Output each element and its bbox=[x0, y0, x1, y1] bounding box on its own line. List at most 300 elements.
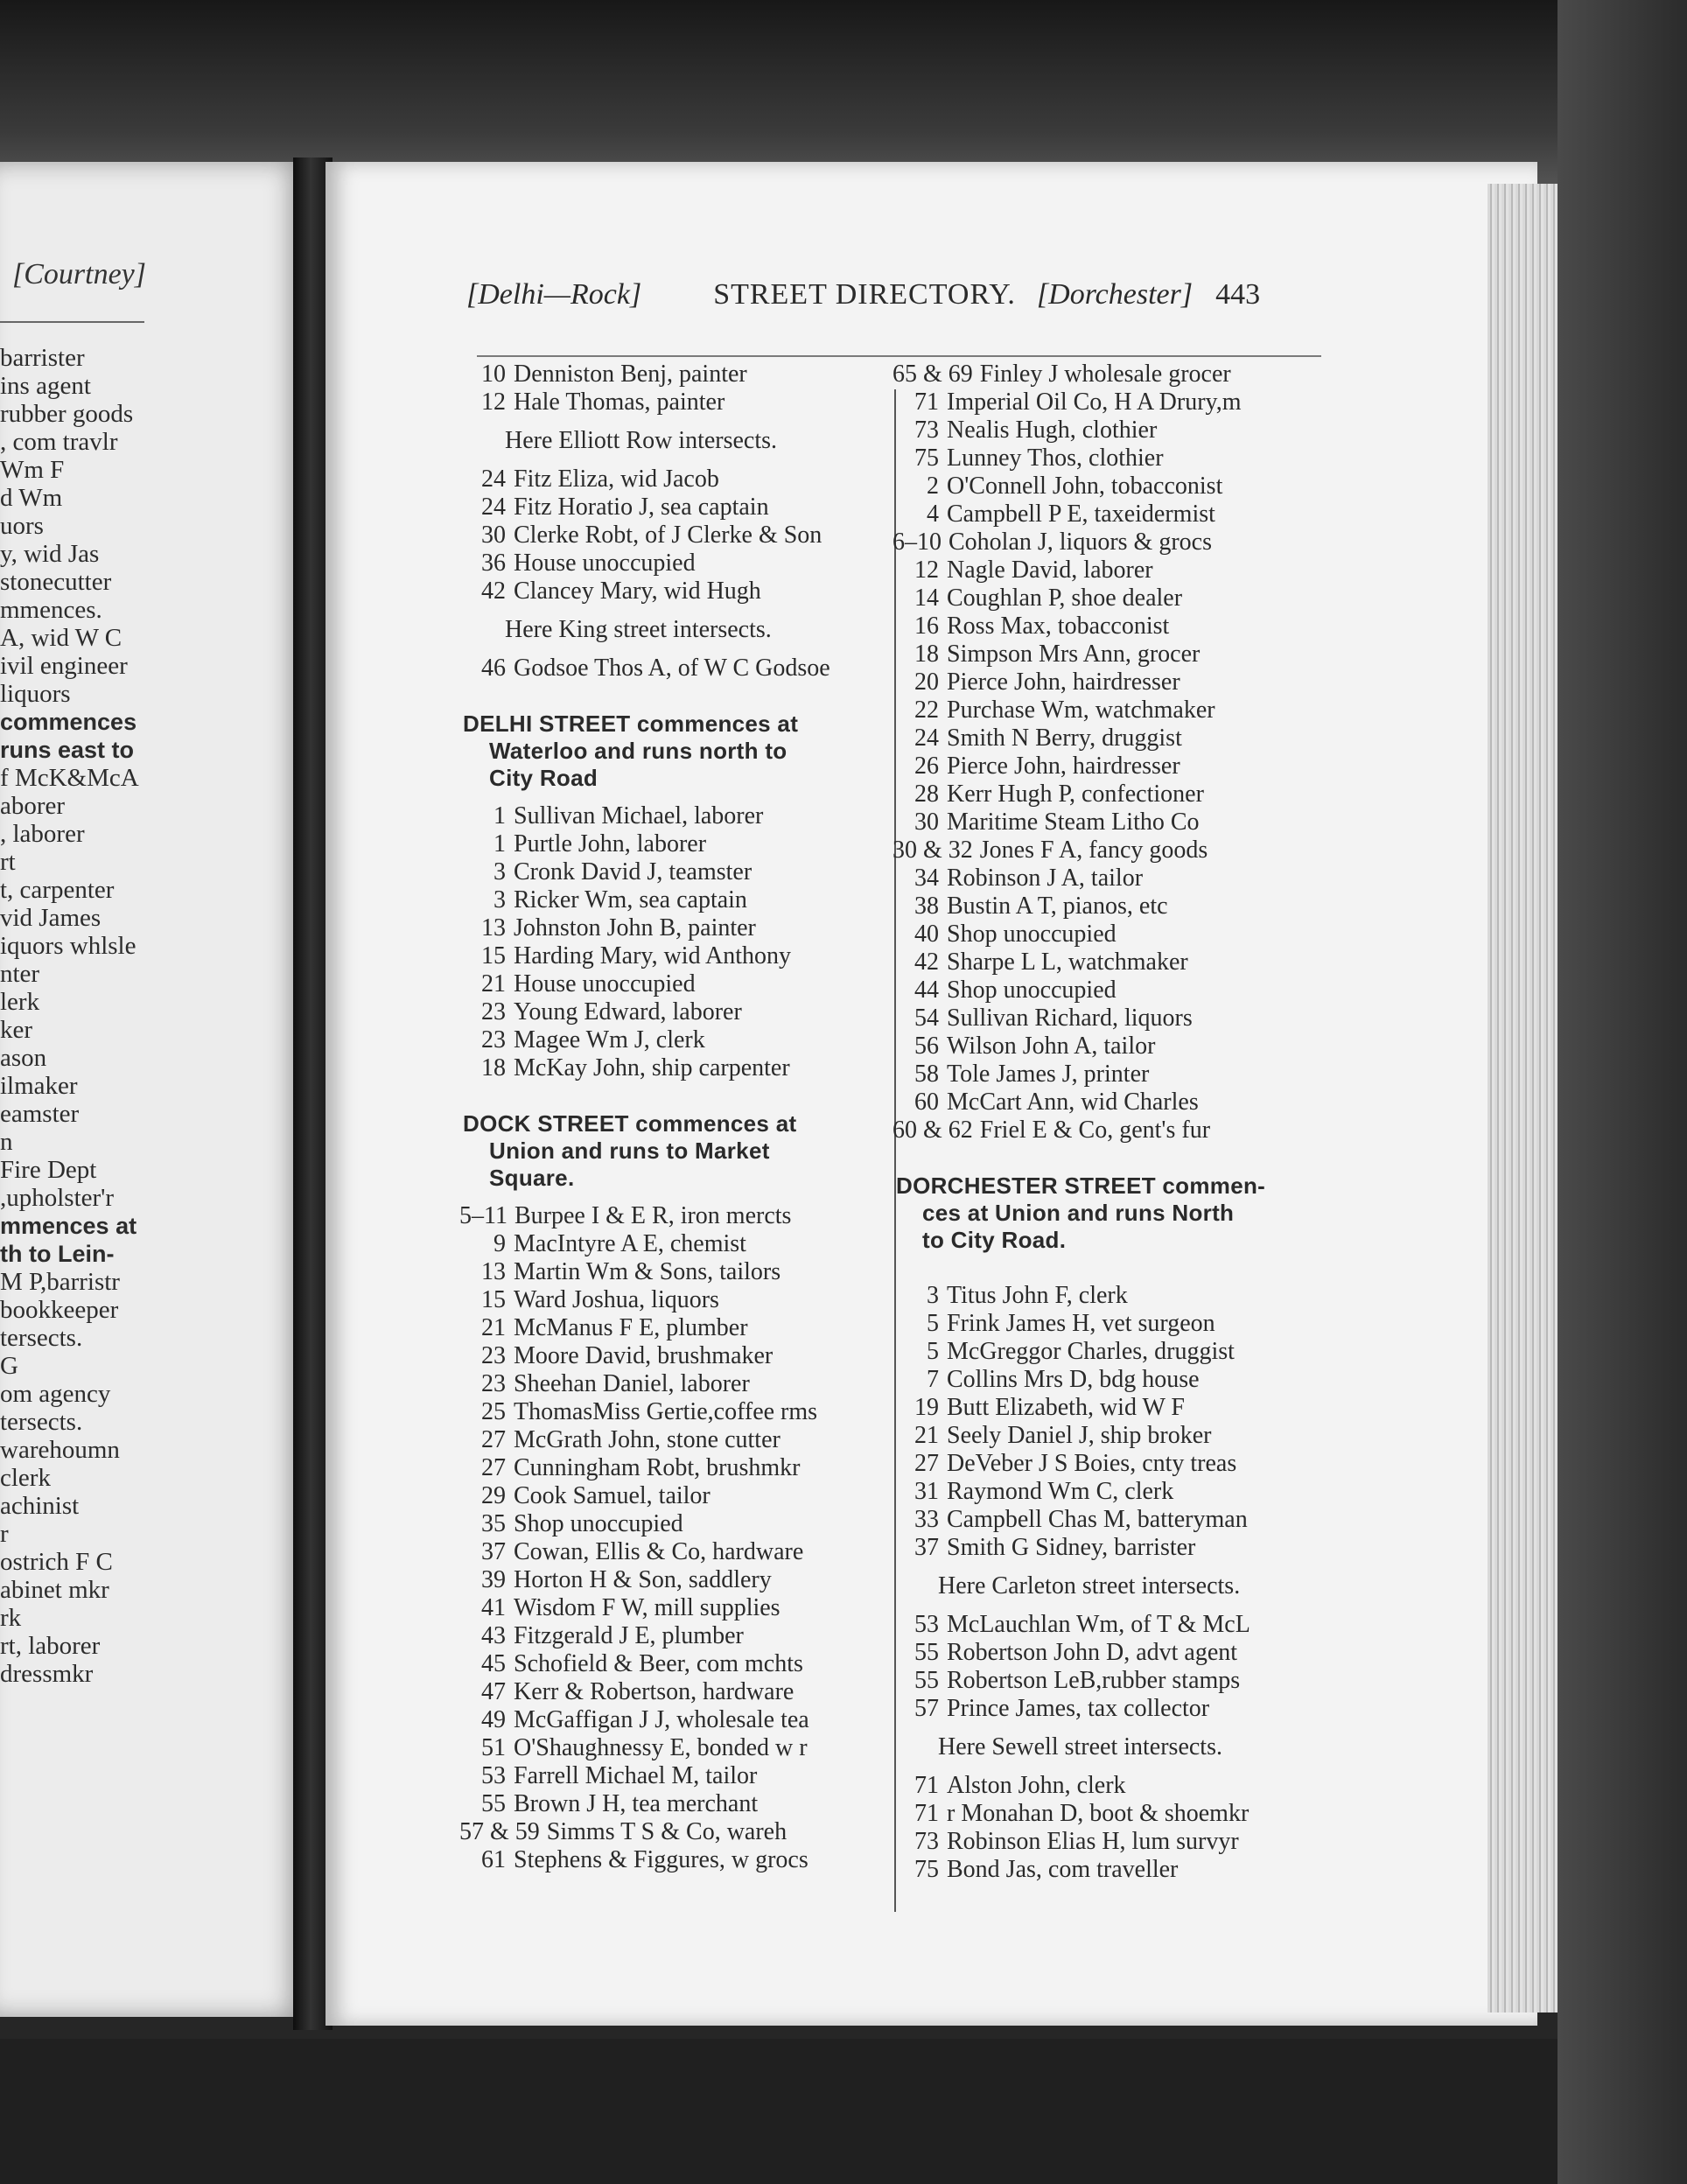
fragment-line: tersects. bbox=[0, 1408, 83, 1436]
directory-entry bbox=[892, 1450, 1330, 1478]
house-number: 51 bbox=[481, 1734, 506, 1761]
fragment-line: achinist bbox=[0, 1492, 80, 1520]
directory-entry bbox=[892, 1282, 1330, 1310]
spacer bbox=[892, 1562, 1330, 1572]
directory-entry bbox=[459, 1566, 892, 1594]
resident-name: Brown J H, tea merchant bbox=[514, 1790, 759, 1817]
resident-name: McGreggor Charles, druggist bbox=[947, 1338, 1235, 1365]
spacer bbox=[459, 1192, 892, 1202]
directory-entry bbox=[892, 1478, 1330, 1506]
directory-entry bbox=[459, 1054, 892, 1082]
directory-entry bbox=[459, 1734, 892, 1762]
directory-entry bbox=[892, 556, 1330, 584]
resident-name: Simms T S & Co, wareh bbox=[546, 1818, 788, 1845]
resident-name: Horton H & Son, saddlery bbox=[514, 1566, 772, 1593]
house-number: 46 bbox=[481, 654, 506, 682]
running-head-street: [Dorchester] bbox=[1036, 278, 1194, 311]
street-heading bbox=[459, 710, 892, 792]
directory-entry bbox=[892, 1310, 1330, 1338]
house-number: 12 bbox=[481, 388, 506, 416]
house-number: 71 bbox=[914, 1772, 939, 1799]
resident-name: Stephens & Figgures, w grocs bbox=[514, 1846, 808, 1873]
directory-entry bbox=[459, 970, 892, 998]
fragment-line: rt, laborer bbox=[0, 1632, 101, 1660]
resident-name: Shop unoccupied bbox=[947, 976, 1116, 1004]
fragment-line: dressmkr bbox=[0, 1660, 94, 1688]
house-number: 58 bbox=[914, 1060, 939, 1088]
fragment-line: nter bbox=[0, 960, 40, 988]
house-number: 25 bbox=[481, 1398, 506, 1425]
directory-entry bbox=[459, 1026, 892, 1054]
resident-name: Purchase Wm, watchmaker bbox=[947, 696, 1215, 724]
fragment-line: mmences at bbox=[0, 1213, 137, 1239]
directory-entry bbox=[892, 528, 1330, 556]
house-number: 45 bbox=[481, 1650, 506, 1677]
house-number: 27 bbox=[481, 1426, 506, 1453]
directory-entry bbox=[892, 1611, 1330, 1639]
spacer bbox=[459, 682, 892, 710]
fragment-line: t, carpenter bbox=[0, 876, 115, 904]
fragment-line: , laborer bbox=[0, 820, 85, 848]
house-number: 3 bbox=[494, 858, 506, 886]
resident-name: Bustin A T, pianos, etc bbox=[947, 892, 1168, 920]
previous-page-rule bbox=[0, 321, 144, 323]
fragment-line: d Wm bbox=[0, 484, 63, 512]
fragment-line: lerk bbox=[0, 988, 40, 1016]
fragment-line: ker bbox=[0, 1016, 33, 1044]
right-column bbox=[892, 360, 1330, 1884]
house-number: 57 bbox=[914, 1695, 939, 1722]
house-number: 60 bbox=[914, 1088, 939, 1116]
house-number: 28 bbox=[914, 780, 939, 808]
house-number: 42 bbox=[914, 948, 939, 976]
spacer bbox=[459, 1082, 892, 1110]
house-number: 26 bbox=[914, 752, 939, 780]
house-number: 7 bbox=[927, 1366, 939, 1393]
spacer bbox=[892, 1254, 1330, 1282]
street-heading-line: DELHI STREET commences at bbox=[463, 710, 799, 737]
resident-name: Robertson John D, advt agent bbox=[947, 1639, 1238, 1666]
resident-name: Kerr & Robertson, hardware bbox=[514, 1678, 794, 1705]
street-heading-line: to City Road. bbox=[922, 1227, 1067, 1253]
fragment-line: th to Lein- bbox=[0, 1241, 115, 1267]
resident-name: Collins Mrs D, bdg house bbox=[947, 1366, 1200, 1393]
fragment-line: commences bbox=[0, 709, 137, 735]
directory-entry bbox=[459, 654, 892, 682]
house-number: 38 bbox=[914, 892, 939, 920]
house-number: 5 bbox=[927, 1310, 939, 1337]
house-number: 27 bbox=[481, 1454, 506, 1481]
directory-entry bbox=[892, 752, 1330, 780]
house-number: 23 bbox=[481, 1026, 506, 1054]
house-number: 34 bbox=[914, 864, 939, 892]
house-number: 41 bbox=[481, 1594, 506, 1621]
resident-name: Raymond Wm C, clerk bbox=[947, 1478, 1174, 1505]
house-number: 75 bbox=[914, 444, 939, 472]
running-head-range: [Delhi—Rock] bbox=[466, 278, 642, 311]
house-number: 53 bbox=[914, 1611, 939, 1638]
street-heading bbox=[459, 1110, 892, 1192]
house-number: 47 bbox=[481, 1678, 506, 1705]
street-heading-line: ces at Union and runs North bbox=[922, 1200, 1235, 1226]
directory-entry bbox=[459, 466, 892, 494]
directory-entry bbox=[892, 976, 1330, 1004]
fragment-line: bookkeeper bbox=[0, 1296, 119, 1324]
resident-name: r Monahan D, boot & shoemkr bbox=[947, 1800, 1250, 1827]
spacer bbox=[459, 606, 892, 616]
spacer bbox=[459, 644, 892, 654]
resident-name: Young Edward, laborer bbox=[514, 998, 742, 1026]
resident-name: House unoccupied bbox=[514, 970, 696, 998]
house-number: 13 bbox=[481, 1258, 506, 1285]
directory-entry bbox=[892, 1422, 1330, 1450]
directory-entry bbox=[892, 1639, 1330, 1667]
directory-entry bbox=[892, 388, 1330, 416]
directory-entry bbox=[892, 1116, 1330, 1144]
fragment-line: ,upholster'r bbox=[0, 1184, 115, 1212]
directory-entry bbox=[892, 780, 1330, 808]
house-number: 10 bbox=[481, 360, 506, 388]
resident-name: Sheehan Daniel, laborer bbox=[514, 1370, 750, 1397]
background-bottom bbox=[0, 2039, 1687, 2184]
resident-name: Schofield & Beer, com mchts bbox=[514, 1650, 803, 1677]
house-number: 24 bbox=[481, 494, 506, 521]
directory-entry bbox=[892, 1060, 1330, 1088]
resident-name: McGaffigan J J, wholesale tea bbox=[514, 1706, 809, 1733]
house-number: 24 bbox=[481, 466, 506, 493]
house-number: 29 bbox=[481, 1482, 506, 1509]
directory-entry bbox=[892, 864, 1330, 892]
resident-name: House unoccupied bbox=[514, 550, 696, 577]
resident-name: Purtle John, laborer bbox=[514, 830, 707, 858]
house-number: 53 bbox=[481, 1762, 506, 1789]
directory-entry bbox=[459, 1202, 892, 1230]
directory-entry bbox=[459, 1370, 892, 1398]
resident-name: Ricker Wm, sea captain bbox=[514, 886, 747, 914]
resident-name: Wilson John A, tailor bbox=[947, 1032, 1156, 1060]
street-heading-line: Square. bbox=[489, 1165, 575, 1191]
fragment-line: Wm F bbox=[0, 456, 65, 484]
directory-entry bbox=[459, 1678, 892, 1706]
resident-name: O'Connell John, tobacconist bbox=[947, 472, 1223, 500]
fragment-line: rk bbox=[0, 1604, 22, 1632]
resident-name: Robinson Elias H, lum survyr bbox=[947, 1828, 1239, 1855]
fragment-line: vid James bbox=[0, 904, 102, 932]
fragment-line: G bbox=[0, 1352, 18, 1380]
house-number: 57 & 59 bbox=[459, 1818, 540, 1845]
resident-name: Coholan J, liquors & grocs bbox=[948, 528, 1212, 556]
house-number: 30 & 32 bbox=[892, 836, 973, 864]
fragment-line: ason bbox=[0, 1044, 47, 1072]
directory-entry bbox=[459, 1510, 892, 1538]
resident-name: Simpson Mrs Ann, grocer bbox=[947, 640, 1200, 668]
directory-entry bbox=[892, 472, 1330, 500]
house-number: 55 bbox=[914, 1667, 939, 1694]
directory-entry bbox=[892, 1828, 1330, 1856]
fragment-line: A, wid W C bbox=[0, 624, 122, 652]
resident-name: Godsoe Thos A, of W C Godsoe bbox=[514, 654, 830, 682]
previous-page-lines bbox=[0, 344, 139, 1688]
house-number: 61 bbox=[481, 1846, 506, 1873]
resident-name: McGrath John, stone cutter bbox=[514, 1426, 780, 1453]
directory-entry bbox=[892, 724, 1330, 752]
resident-name: Burpee I & E R, iron mercts bbox=[514, 1202, 792, 1229]
resident-name: McLauchlan Wm, of T & McL bbox=[947, 1611, 1250, 1638]
fragment-line: om agency bbox=[0, 1380, 111, 1408]
resident-name: DeVeber J S Boies, cnty treas bbox=[947, 1450, 1237, 1477]
house-number: 6–10 bbox=[892, 528, 942, 556]
directory-entry bbox=[459, 830, 892, 858]
house-number: 54 bbox=[914, 1004, 939, 1032]
fragment-line: f McK&McA bbox=[0, 764, 139, 792]
intersection-note: Here Elliott Row intersects. bbox=[505, 427, 778, 454]
directory-entry bbox=[892, 808, 1330, 836]
resident-name: Pierce John, hairdresser bbox=[947, 752, 1180, 780]
directory-entry bbox=[892, 920, 1330, 948]
house-number: 33 bbox=[914, 1506, 939, 1533]
directory-entry bbox=[892, 948, 1330, 976]
previous-page-header: [Courtney] bbox=[12, 258, 146, 290]
house-number: 36 bbox=[481, 550, 506, 577]
resident-name: Alston John, clerk bbox=[947, 1772, 1126, 1799]
house-number: 2 bbox=[927, 472, 939, 500]
house-number: 39 bbox=[481, 1566, 506, 1593]
directory-entry bbox=[892, 1772, 1330, 1800]
fragment-line: ivil engineer bbox=[0, 652, 128, 680]
street-heading-line: City Road bbox=[489, 765, 598, 791]
fragment-line: r bbox=[0, 1520, 9, 1548]
directory-entry bbox=[459, 522, 892, 550]
fragment-line: n bbox=[0, 1128, 13, 1156]
street-heading-line: DOCK STREET commences at bbox=[463, 1110, 797, 1137]
resident-name: Prince James, tax collector bbox=[947, 1695, 1210, 1722]
directory-entry bbox=[459, 914, 892, 942]
resident-name: Smith N Berry, druggist bbox=[947, 724, 1182, 752]
street-heading-line: DORCHESTER STREET commen- bbox=[896, 1172, 1266, 1199]
resident-name: Johnston John B, painter bbox=[514, 914, 756, 942]
directory-entry bbox=[892, 1534, 1330, 1562]
resident-name: Cook Samuel, tailor bbox=[514, 1482, 710, 1509]
directory-entry bbox=[892, 1506, 1330, 1534]
resident-name: Moore David, brushmaker bbox=[514, 1342, 774, 1369]
resident-name: McCart Ann, wid Charles bbox=[947, 1088, 1199, 1116]
fragment-line: rt bbox=[0, 848, 16, 876]
house-number: 4 bbox=[927, 500, 939, 528]
house-number: 56 bbox=[914, 1032, 939, 1060]
fragment-line: , com travlr bbox=[0, 428, 118, 456]
house-number: 24 bbox=[914, 724, 939, 752]
house-number: 55 bbox=[914, 1639, 939, 1666]
resident-name: ThomasMiss Gertie,coffee rms bbox=[514, 1398, 818, 1425]
resident-name: Shop unoccupied bbox=[514, 1510, 683, 1537]
house-number: 18 bbox=[481, 1054, 506, 1082]
fragment-line: liquors bbox=[0, 680, 71, 708]
directory-entry bbox=[459, 1454, 892, 1482]
resident-name: Clerke Robt, of J Clerke & Son bbox=[514, 522, 822, 549]
directory-entry bbox=[459, 1762, 892, 1790]
fragment-line: runs east to bbox=[0, 737, 135, 763]
directory-entry bbox=[892, 640, 1330, 668]
directory-entry bbox=[459, 1398, 892, 1426]
resident-name: MacIntyre A E, chemist bbox=[514, 1230, 746, 1257]
resident-name: Lunney Thos, clothier bbox=[947, 444, 1164, 472]
directory-entry bbox=[892, 584, 1330, 612]
fragment-line: aborer bbox=[0, 792, 66, 820]
directory-entry bbox=[892, 444, 1330, 472]
running-head bbox=[466, 278, 1324, 322]
resident-name: McKay John, ship carpenter bbox=[514, 1054, 790, 1082]
directory-entry bbox=[459, 550, 892, 578]
house-number: 71 bbox=[914, 1800, 939, 1827]
resident-name: Ross Max, tobacconist bbox=[947, 612, 1170, 640]
spacer bbox=[892, 1144, 1330, 1172]
directory-entry bbox=[892, 892, 1330, 920]
house-number: 23 bbox=[481, 1370, 506, 1397]
resident-name: Sullivan Richard, liquors bbox=[947, 1004, 1193, 1032]
directory-entry bbox=[892, 696, 1330, 724]
house-number: 43 bbox=[481, 1622, 506, 1649]
page-edges bbox=[1488, 184, 1558, 2012]
resident-name: Sullivan Michael, laborer bbox=[514, 802, 764, 830]
directory-entry bbox=[892, 416, 1330, 444]
directory-entry bbox=[892, 612, 1330, 640]
resident-name: Nealis Hugh, clothier bbox=[947, 416, 1158, 444]
directory-entry bbox=[459, 1790, 892, 1818]
resident-name: Cunningham Robt, brushmkr bbox=[514, 1454, 801, 1481]
header-rule bbox=[477, 355, 1321, 357]
spacer bbox=[459, 455, 892, 466]
house-number: 60 & 62 bbox=[892, 1116, 973, 1144]
directory-entry bbox=[459, 1706, 892, 1734]
directory-entry bbox=[892, 836, 1330, 864]
directory-entry bbox=[459, 1286, 892, 1314]
directory-entry bbox=[459, 1538, 892, 1566]
directory-entry bbox=[892, 1394, 1330, 1422]
intersection-note: Here King street intersects. bbox=[505, 616, 772, 643]
fragment-line: tersects. bbox=[0, 1324, 83, 1352]
spacer bbox=[892, 1723, 1330, 1733]
directory-entry bbox=[459, 1258, 892, 1286]
background-right bbox=[1558, 0, 1687, 2184]
directory-entry bbox=[459, 494, 892, 522]
house-number: 5 bbox=[927, 1338, 939, 1365]
house-number: 27 bbox=[914, 1450, 939, 1477]
fragment-line: iquors whlsle bbox=[0, 932, 136, 960]
resident-name: Hale Thomas, painter bbox=[514, 388, 725, 416]
street-heading-line: Union and runs to Market bbox=[489, 1138, 770, 1164]
house-number: 15 bbox=[481, 942, 506, 970]
directory-entry bbox=[892, 1088, 1330, 1116]
resident-name: Magee Wm J, clerk bbox=[514, 1026, 705, 1054]
house-number: 3 bbox=[927, 1282, 939, 1309]
directory-entry bbox=[892, 1695, 1330, 1723]
directory-entry bbox=[459, 1314, 892, 1342]
house-number: 13 bbox=[481, 914, 506, 942]
house-number: 30 bbox=[914, 808, 939, 836]
house-number: 21 bbox=[914, 1422, 939, 1449]
house-number: 14 bbox=[914, 584, 939, 612]
house-number: 16 bbox=[914, 612, 939, 640]
directory-entry bbox=[892, 668, 1330, 696]
spacer bbox=[892, 1600, 1330, 1611]
directory-entry bbox=[892, 1338, 1330, 1366]
resident-name: Seely Daniel J, ship broker bbox=[947, 1422, 1212, 1449]
house-number: 19 bbox=[914, 1394, 939, 1421]
house-number: 15 bbox=[481, 1286, 506, 1313]
house-number: 55 bbox=[481, 1790, 506, 1817]
house-number: 3 bbox=[494, 886, 506, 914]
house-number: 73 bbox=[914, 1828, 939, 1855]
house-number: 12 bbox=[914, 556, 939, 584]
resident-name: Maritime Steam Litho Co bbox=[947, 808, 1200, 836]
directory-entry bbox=[459, 1846, 892, 1874]
house-number: 30 bbox=[481, 522, 506, 549]
resident-name: Coughlan P, shoe dealer bbox=[947, 584, 1183, 612]
house-number: 31 bbox=[914, 1478, 939, 1505]
resident-name: Smith G Sidney, barrister bbox=[947, 1534, 1196, 1561]
house-number: 21 bbox=[481, 970, 506, 998]
resident-name: Bond Jas, com traveller bbox=[947, 1856, 1179, 1883]
resident-name: Kerr Hugh P, confectioner bbox=[947, 780, 1204, 808]
resident-name: Wisdom F W, mill supplies bbox=[514, 1594, 780, 1621]
spacer bbox=[459, 792, 892, 802]
resident-name: Fitz Eliza, wid Jacob bbox=[514, 466, 719, 493]
resident-name: O'Shaughnessy E, bonded w r bbox=[514, 1734, 808, 1761]
directory-entry bbox=[459, 858, 892, 886]
resident-name: Tole James J, printer bbox=[947, 1060, 1150, 1088]
directory-entry bbox=[459, 578, 892, 606]
house-number: 73 bbox=[914, 416, 939, 444]
left-column bbox=[459, 360, 892, 1874]
house-number: 65 & 69 bbox=[892, 360, 973, 388]
spacer bbox=[892, 1761, 1330, 1772]
house-number: 21 bbox=[481, 1314, 506, 1341]
fragment-line: M P,barristr bbox=[0, 1268, 120, 1296]
directory-entry bbox=[892, 1366, 1330, 1394]
directory-entry bbox=[459, 1622, 892, 1650]
house-number: 9 bbox=[494, 1230, 506, 1257]
fragment-line: rubber goods bbox=[0, 400, 134, 428]
resident-name: Finley J wholesale grocer bbox=[979, 360, 1231, 388]
directory-entry bbox=[892, 360, 1330, 388]
resident-name: Sharpe L L, watchmaker bbox=[947, 948, 1188, 976]
directory-entry bbox=[459, 942, 892, 970]
fragment-line: ins agent bbox=[0, 372, 91, 400]
house-number: 35 bbox=[481, 1510, 506, 1537]
street-heading bbox=[892, 1172, 1330, 1254]
resident-name: Shop unoccupied bbox=[947, 920, 1116, 948]
resident-name: Robertson LeB,rubber stamps bbox=[947, 1667, 1241, 1694]
house-number: 42 bbox=[481, 578, 506, 605]
house-number: 40 bbox=[914, 920, 939, 948]
resident-name: Pierce John, hairdresser bbox=[947, 668, 1180, 696]
directory-entry bbox=[459, 1426, 892, 1454]
directory-entry bbox=[892, 1004, 1330, 1032]
resident-name: Cowan, Ellis & Co, hardware bbox=[514, 1538, 804, 1565]
directory-entry bbox=[459, 1230, 892, 1258]
resident-name: Campbell Chas M, batteryman bbox=[947, 1506, 1248, 1533]
resident-name: Fitzgerald J E, plumber bbox=[514, 1622, 744, 1649]
house-number: 49 bbox=[481, 1706, 506, 1733]
house-number: 23 bbox=[481, 1342, 506, 1369]
resident-name: Frink James H, vet surgeon bbox=[947, 1310, 1215, 1337]
house-number: 22 bbox=[914, 696, 939, 724]
directory-entry bbox=[459, 1818, 892, 1846]
house-number: 71 bbox=[914, 388, 939, 416]
resident-name: Fitz Horatio J, sea captain bbox=[514, 494, 769, 521]
fragment-line: uors bbox=[0, 512, 44, 540]
house-number: 37 bbox=[914, 1534, 939, 1561]
